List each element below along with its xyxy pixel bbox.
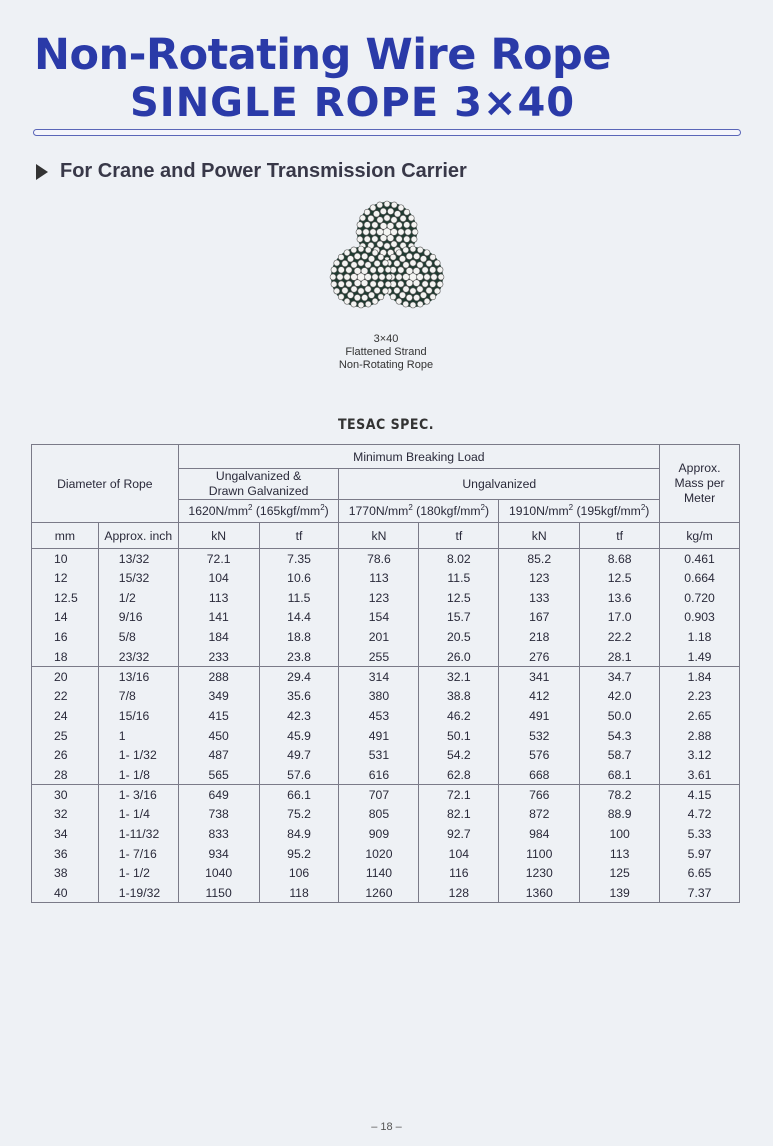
table-cell: 4.15 bbox=[660, 785, 740, 805]
table-cell: 42.0 bbox=[580, 686, 660, 706]
table-cell: 8.02 bbox=[419, 549, 499, 569]
table-cell: 85.2 bbox=[499, 549, 580, 569]
header-ungalv: Ungalvanized bbox=[339, 469, 660, 500]
table-cell: 707 bbox=[339, 785, 419, 805]
table-cell: 72.1 bbox=[178, 549, 259, 569]
table-cell: 14.4 bbox=[259, 608, 339, 628]
table-cell: 22 bbox=[32, 686, 99, 706]
table-cell: 154 bbox=[339, 608, 419, 628]
table-cell: 1.49 bbox=[660, 647, 740, 667]
table-cell: 0.461 bbox=[660, 549, 740, 569]
table-cell: 20 bbox=[32, 667, 99, 687]
table-cell: 32 bbox=[32, 804, 99, 824]
table-cell: 532 bbox=[499, 726, 580, 746]
table-row bbox=[32, 549, 740, 569]
table-cell: 106 bbox=[259, 864, 339, 884]
table-row bbox=[32, 588, 740, 608]
table-cell: 3.12 bbox=[660, 745, 740, 765]
table-cell: 34.7 bbox=[580, 667, 660, 687]
table-cell: 22.2 bbox=[580, 627, 660, 647]
table-cell: 380 bbox=[339, 686, 419, 706]
table-cell: 450 bbox=[178, 726, 259, 746]
table-cell: 314 bbox=[339, 667, 419, 687]
table-cell: 833 bbox=[178, 824, 259, 844]
table-cell: 616 bbox=[339, 765, 419, 785]
table-row bbox=[32, 864, 740, 884]
table-cell: 0.720 bbox=[660, 588, 740, 608]
table-row bbox=[32, 883, 740, 903]
table-cell: 1150 bbox=[178, 883, 259, 903]
table-cell: 0.903 bbox=[660, 608, 740, 628]
table-cell: 57.6 bbox=[259, 765, 339, 785]
table-row bbox=[32, 686, 740, 706]
table-cell: 934 bbox=[178, 844, 259, 864]
page-subtitle-product: SINGLE ROPE 3×40 bbox=[130, 80, 576, 126]
page-number: – 18 – bbox=[371, 1121, 402, 1133]
table-cell: 54.3 bbox=[580, 726, 660, 746]
table-cell: 113 bbox=[339, 568, 419, 588]
table-cell: 11.5 bbox=[419, 568, 499, 588]
table-cell: 50.0 bbox=[580, 706, 660, 726]
table-cell: 35.6 bbox=[259, 686, 339, 706]
table-cell: 7.37 bbox=[660, 883, 740, 903]
table-cell: 13/32 bbox=[98, 549, 178, 569]
table-cell: 15.7 bbox=[419, 608, 499, 628]
table-cell: 10 bbox=[32, 549, 99, 569]
table-cell: 25 bbox=[32, 726, 99, 746]
table-cell: 14 bbox=[32, 608, 99, 628]
table-cell: 133 bbox=[499, 588, 580, 608]
table-cell: 12 bbox=[32, 568, 99, 588]
table-cell: 118 bbox=[259, 883, 339, 903]
table-cell: 649 bbox=[178, 785, 259, 805]
table-cell: 75.2 bbox=[259, 804, 339, 824]
page-title: Non-Rotating Wire Rope bbox=[34, 30, 611, 80]
table-cell: 349 bbox=[178, 686, 259, 706]
unit-kn-2: kN bbox=[339, 523, 419, 549]
table-cell: 0.664 bbox=[660, 568, 740, 588]
header-diameter: Diameter of Rope bbox=[32, 445, 179, 523]
subtitle-text: For Crane and Power Transmission Carrier bbox=[60, 160, 467, 182]
table-cell: 531 bbox=[339, 745, 419, 765]
table-cell: 15/32 bbox=[98, 568, 178, 588]
table-cell: 1260 bbox=[339, 883, 419, 903]
table-cell: 1 bbox=[98, 726, 178, 746]
table-cell: 68.1 bbox=[580, 765, 660, 785]
title-divider bbox=[33, 129, 741, 136]
table-cell: 12.5 bbox=[580, 568, 660, 588]
caption-line-2: Flattened Strand bbox=[345, 346, 427, 358]
table-row bbox=[32, 608, 740, 628]
table-cell: 909 bbox=[339, 824, 419, 844]
table-cell: 15/16 bbox=[98, 706, 178, 726]
table-cell: 113 bbox=[580, 844, 660, 864]
table-cell: 125 bbox=[580, 864, 660, 884]
table-cell: 42.3 bbox=[259, 706, 339, 726]
table-cell: 12.5 bbox=[419, 588, 499, 608]
table-cell: 32.1 bbox=[419, 667, 499, 687]
header-mass bbox=[660, 445, 740, 523]
table-cell: 10.6 bbox=[259, 568, 339, 588]
table-row bbox=[32, 667, 740, 687]
rope-cross-section-figure bbox=[320, 200, 454, 326]
table-cell: 62.8 bbox=[419, 765, 499, 785]
table-cell: 13.6 bbox=[580, 588, 660, 608]
header-ungalv-drawn-text: Ungalvanized & Drawn Galvanized bbox=[208, 469, 309, 498]
table-cell: 113 bbox=[178, 588, 259, 608]
table-cell: 45.9 bbox=[259, 726, 339, 746]
table-cell: 50.1 bbox=[419, 726, 499, 746]
table-row bbox=[32, 647, 740, 667]
table-cell: 9/16 bbox=[98, 608, 178, 628]
table-cell: 1- 1/4 bbox=[98, 804, 178, 824]
table-cell: 8.68 bbox=[580, 549, 660, 569]
table-cell: 92.7 bbox=[419, 824, 499, 844]
table-cell: 95.2 bbox=[259, 844, 339, 864]
table-cell: 1- 1/2 bbox=[98, 864, 178, 884]
table-cell: 872 bbox=[499, 804, 580, 824]
table-cell: 415 bbox=[178, 706, 259, 726]
table-cell: 668 bbox=[499, 765, 580, 785]
table-cell: 104 bbox=[419, 844, 499, 864]
table-cell: 491 bbox=[339, 726, 419, 746]
table-cell: 78.6 bbox=[339, 549, 419, 569]
table-cell: 1230 bbox=[499, 864, 580, 884]
table-cell: 13/16 bbox=[98, 667, 178, 687]
table-cell: 2.88 bbox=[660, 726, 740, 746]
table-cell: 576 bbox=[499, 745, 580, 765]
table-cell: 1- 7/16 bbox=[98, 844, 178, 864]
table-cell: 23/32 bbox=[98, 647, 178, 667]
table-cell: 104 bbox=[178, 568, 259, 588]
table-row bbox=[32, 785, 740, 805]
table-cell: 1.84 bbox=[660, 667, 740, 687]
table-cell: 18 bbox=[32, 647, 99, 667]
table-cell: 18.8 bbox=[259, 627, 339, 647]
spec-table-body bbox=[32, 549, 740, 903]
table-cell: 1140 bbox=[339, 864, 419, 884]
table-cell: 5.97 bbox=[660, 844, 740, 864]
table-row bbox=[32, 745, 740, 765]
table-cell: 46.2 bbox=[419, 706, 499, 726]
header-grade-1620: $1620N/mm^2$ $(165kgf/mm^2)$ bbox=[178, 500, 339, 523]
table-cell: 16 bbox=[32, 627, 99, 647]
table-cell: 28.1 bbox=[580, 647, 660, 667]
table-cell: 17.0 bbox=[580, 608, 660, 628]
table-row bbox=[32, 844, 740, 864]
table-cell: 167 bbox=[499, 608, 580, 628]
table-cell: 276 bbox=[499, 647, 580, 667]
spec-table bbox=[31, 444, 740, 903]
table-cell: 1100 bbox=[499, 844, 580, 864]
table-cell: 20.5 bbox=[419, 627, 499, 647]
table-cell: 288 bbox=[178, 667, 259, 687]
table-cell: 184 bbox=[178, 627, 259, 647]
table-cell: 29.4 bbox=[259, 667, 339, 687]
table-cell: 7.35 bbox=[259, 549, 339, 569]
unit-inch: Approx. inch bbox=[98, 523, 178, 549]
table-cell: 453 bbox=[339, 706, 419, 726]
table-cell: 1040 bbox=[178, 864, 259, 884]
unit-kn-3: kN bbox=[499, 523, 580, 549]
table-cell: 30 bbox=[32, 785, 99, 805]
header-min-breaking-load: Minimum Breaking Load bbox=[178, 445, 659, 469]
table-cell: 6.65 bbox=[660, 864, 740, 884]
table-cell: 40 bbox=[32, 883, 99, 903]
table-row bbox=[32, 824, 740, 844]
table-cell: 72.1 bbox=[419, 785, 499, 805]
table-cell: 341 bbox=[499, 667, 580, 687]
table-cell: 2.65 bbox=[660, 706, 740, 726]
table-cell: 1/2 bbox=[98, 588, 178, 608]
unit-mm: mm bbox=[32, 523, 99, 549]
caption-line-1: 3×40 bbox=[373, 333, 399, 345]
table-cell: 412 bbox=[499, 686, 580, 706]
table-cell: 26.0 bbox=[419, 647, 499, 667]
table-cell: 38.8 bbox=[419, 686, 499, 706]
table-cell: 1- 3/16 bbox=[98, 785, 178, 805]
table-row bbox=[32, 627, 740, 647]
header-mass-text: Approx. Mass per Meter bbox=[674, 461, 725, 505]
unit-kn-1: kN bbox=[178, 523, 259, 549]
table-cell: 491 bbox=[499, 706, 580, 726]
table-cell: 11.5 bbox=[259, 588, 339, 608]
table-row bbox=[32, 726, 740, 746]
table-cell: 1020 bbox=[339, 844, 419, 864]
table-cell: 139 bbox=[580, 883, 660, 903]
table-cell: 123 bbox=[499, 568, 580, 588]
header-grade-1770: $1770N/mm^2$ $(180kgf/mm^2)$ bbox=[339, 500, 499, 523]
table-cell: 738 bbox=[178, 804, 259, 824]
table-cell: 28 bbox=[32, 765, 99, 785]
unit-tf-3: tf bbox=[580, 523, 660, 549]
table-cell: 255 bbox=[339, 647, 419, 667]
table-cell: 1.18 bbox=[660, 627, 740, 647]
table-cell: 100 bbox=[580, 824, 660, 844]
table-cell: 1- 1/32 bbox=[98, 745, 178, 765]
table-cell: 2.23 bbox=[660, 686, 740, 706]
table-cell: 116 bbox=[419, 864, 499, 884]
table-cell: 1-11/32 bbox=[98, 824, 178, 844]
section-subtitle bbox=[36, 160, 467, 183]
table-cell: 1- 1/8 bbox=[98, 765, 178, 785]
table-row bbox=[32, 765, 740, 785]
unit-tf-1: tf bbox=[259, 523, 339, 549]
table-cell: 141 bbox=[178, 608, 259, 628]
table-cell: 5/8 bbox=[98, 627, 178, 647]
table-cell: 36 bbox=[32, 844, 99, 864]
table-cell: 766 bbox=[499, 785, 580, 805]
table-cell: 84.9 bbox=[259, 824, 339, 844]
table-cell: 984 bbox=[499, 824, 580, 844]
table-row bbox=[32, 804, 740, 824]
table-cell: 12.5 bbox=[32, 588, 99, 608]
table-cell: 805 bbox=[339, 804, 419, 824]
table-cell: 82.1 bbox=[419, 804, 499, 824]
table-cell: 88.9 bbox=[580, 804, 660, 824]
triangle-bullet-icon bbox=[36, 164, 48, 180]
table-cell: 218 bbox=[499, 627, 580, 647]
figure-caption bbox=[300, 333, 472, 372]
unit-kgm: kg/m bbox=[660, 523, 740, 549]
table-cell: 1360 bbox=[499, 883, 580, 903]
table-cell: 23.8 bbox=[259, 647, 339, 667]
unit-tf-2: tf bbox=[419, 523, 499, 549]
table-cell: 66.1 bbox=[259, 785, 339, 805]
table-row bbox=[32, 568, 740, 588]
table-row bbox=[32, 706, 740, 726]
table-cell: 78.2 bbox=[580, 785, 660, 805]
spec-heading: TESAC SPEC. bbox=[337, 417, 435, 433]
table-cell: 201 bbox=[339, 627, 419, 647]
table-cell: 487 bbox=[178, 745, 259, 765]
table-cell: 233 bbox=[178, 647, 259, 667]
table-cell: 1-19/32 bbox=[98, 883, 178, 903]
table-cell: 58.7 bbox=[580, 745, 660, 765]
table-cell: 3.61 bbox=[660, 765, 740, 785]
header-grade-1910: $1910N/mm^2$ $(195kgf/mm^2)$ bbox=[499, 500, 660, 523]
table-cell: 38 bbox=[32, 864, 99, 884]
table-cell: 7/8 bbox=[98, 686, 178, 706]
table-cell: 54.2 bbox=[419, 745, 499, 765]
table-cell: 5.33 bbox=[660, 824, 740, 844]
table-cell: 34 bbox=[32, 824, 99, 844]
table-cell: 128 bbox=[419, 883, 499, 903]
table-cell: 4.72 bbox=[660, 804, 740, 824]
table-cell: 26 bbox=[32, 745, 99, 765]
table-cell: 49.7 bbox=[259, 745, 339, 765]
table-cell: 24 bbox=[32, 706, 99, 726]
caption-line-3: Non-Rotating Rope bbox=[338, 359, 434, 371]
table-cell: 565 bbox=[178, 765, 259, 785]
header-ungalv-drawn bbox=[178, 469, 339, 500]
table-cell: 123 bbox=[339, 588, 419, 608]
